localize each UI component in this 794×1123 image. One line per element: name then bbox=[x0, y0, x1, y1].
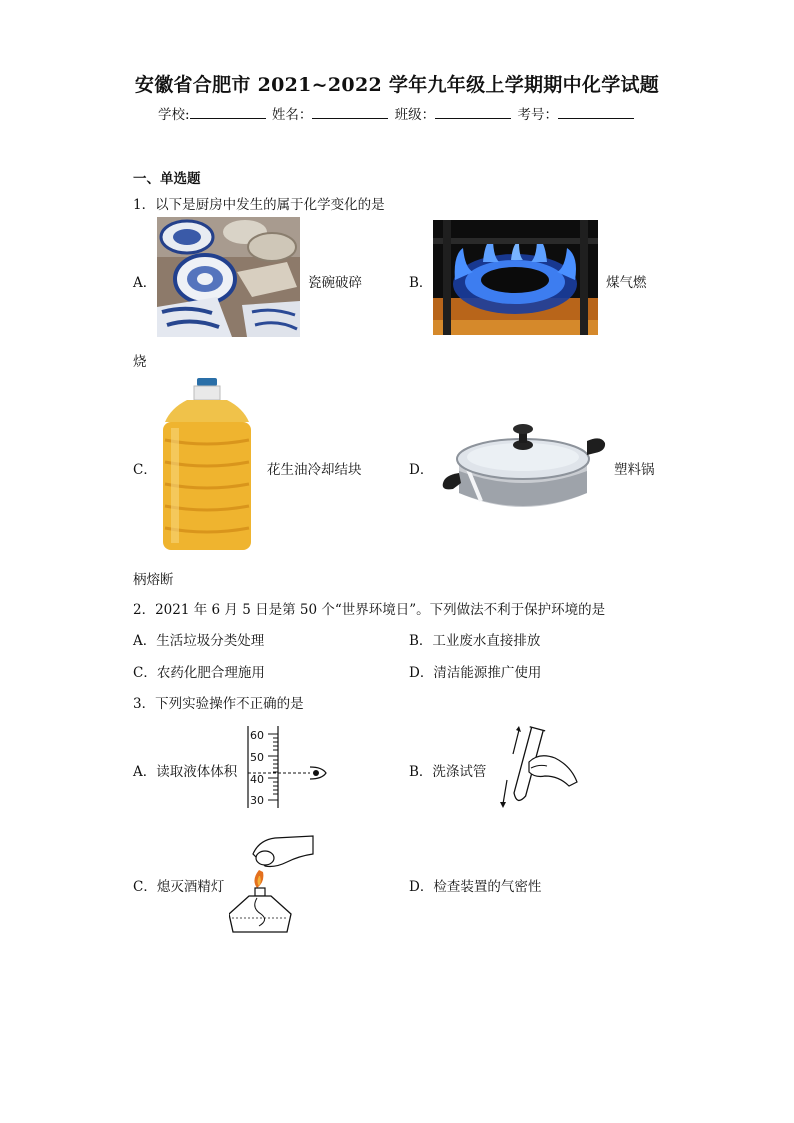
q2-option-a: A．生活垃圾分类处理 bbox=[133, 633, 265, 649]
name-blank[interactable] bbox=[312, 106, 388, 119]
q1-option-b-text: 煤气燃 bbox=[606, 275, 647, 291]
q3-stem: 3．下列实验操作不正确的是 bbox=[133, 696, 304, 712]
cylinder-tick-30: 30 bbox=[250, 794, 264, 807]
q1-option-c-letter: C． bbox=[133, 462, 157, 478]
q1-stem: 1．以下是厨房中发生的属于化学变化的是 bbox=[133, 197, 385, 213]
test-tube-washing-diagram bbox=[499, 724, 579, 810]
q1-option-a-text: 瓷碗破碎 bbox=[308, 275, 362, 291]
q3-option-d: D．检查装置的气密性 bbox=[409, 879, 542, 895]
exam-no-label: 考号： bbox=[517, 107, 558, 123]
student-info-line bbox=[0, 103, 794, 123]
school-blank[interactable] bbox=[190, 106, 266, 119]
q3-option-a: A．读取液体体积 bbox=[133, 764, 238, 780]
q1-option-a-letter: A． bbox=[133, 275, 157, 291]
q1-option-d-letter: D． bbox=[409, 462, 434, 478]
school-label: 学校: bbox=[158, 107, 190, 123]
q3-option-b: B．洗涤试管 bbox=[409, 764, 487, 780]
cylinder-tick-50: 50 bbox=[250, 751, 264, 764]
page-title: 安徽省合肥市 2021~2022 学年九年级上学期期中化学试题 bbox=[134, 74, 660, 96]
alcohol-lamp-diagram bbox=[229, 832, 315, 934]
q1-option-b-wrap: 烧 bbox=[133, 354, 147, 370]
q2-option-b: B．工业废水直接排放 bbox=[409, 633, 541, 649]
name-label: 姓名： bbox=[271, 107, 313, 123]
cylinder-tick-40: 40 bbox=[250, 773, 264, 786]
broken-bowl-image bbox=[157, 217, 300, 337]
q1-option-d-text: 塑料锅 bbox=[614, 462, 655, 478]
class-label: 班级： bbox=[394, 107, 436, 123]
cooking-pot-image bbox=[441, 421, 606, 515]
q2-option-c: C．农药化肥合理施用 bbox=[133, 665, 265, 681]
q2-option-d: D．清洁能源推广使用 bbox=[409, 665, 542, 681]
graduated-cylinder-diagram bbox=[244, 726, 334, 808]
section-title: 一、单选题 bbox=[133, 171, 201, 187]
q1-option-c-text: 花生油冷却结块 bbox=[267, 462, 362, 478]
peanut-oil-bottle-image bbox=[161, 378, 253, 554]
q1-option-d-wrap: 柄熔断 bbox=[133, 572, 174, 588]
q1-option-b-letter: B． bbox=[409, 275, 433, 291]
exam-no-blank[interactable] bbox=[558, 106, 634, 119]
q2-stem: 2．2021 年 6 月 5 日是第 50 个“世界环境日”。下列做法不利于保护环境的是 bbox=[133, 602, 606, 618]
gas-flame-image bbox=[433, 220, 598, 335]
q3-option-c: C．熄灭酒精灯 bbox=[133, 879, 225, 895]
cylinder-tick-60: 60 bbox=[250, 729, 264, 742]
class-blank[interactable] bbox=[435, 106, 511, 119]
